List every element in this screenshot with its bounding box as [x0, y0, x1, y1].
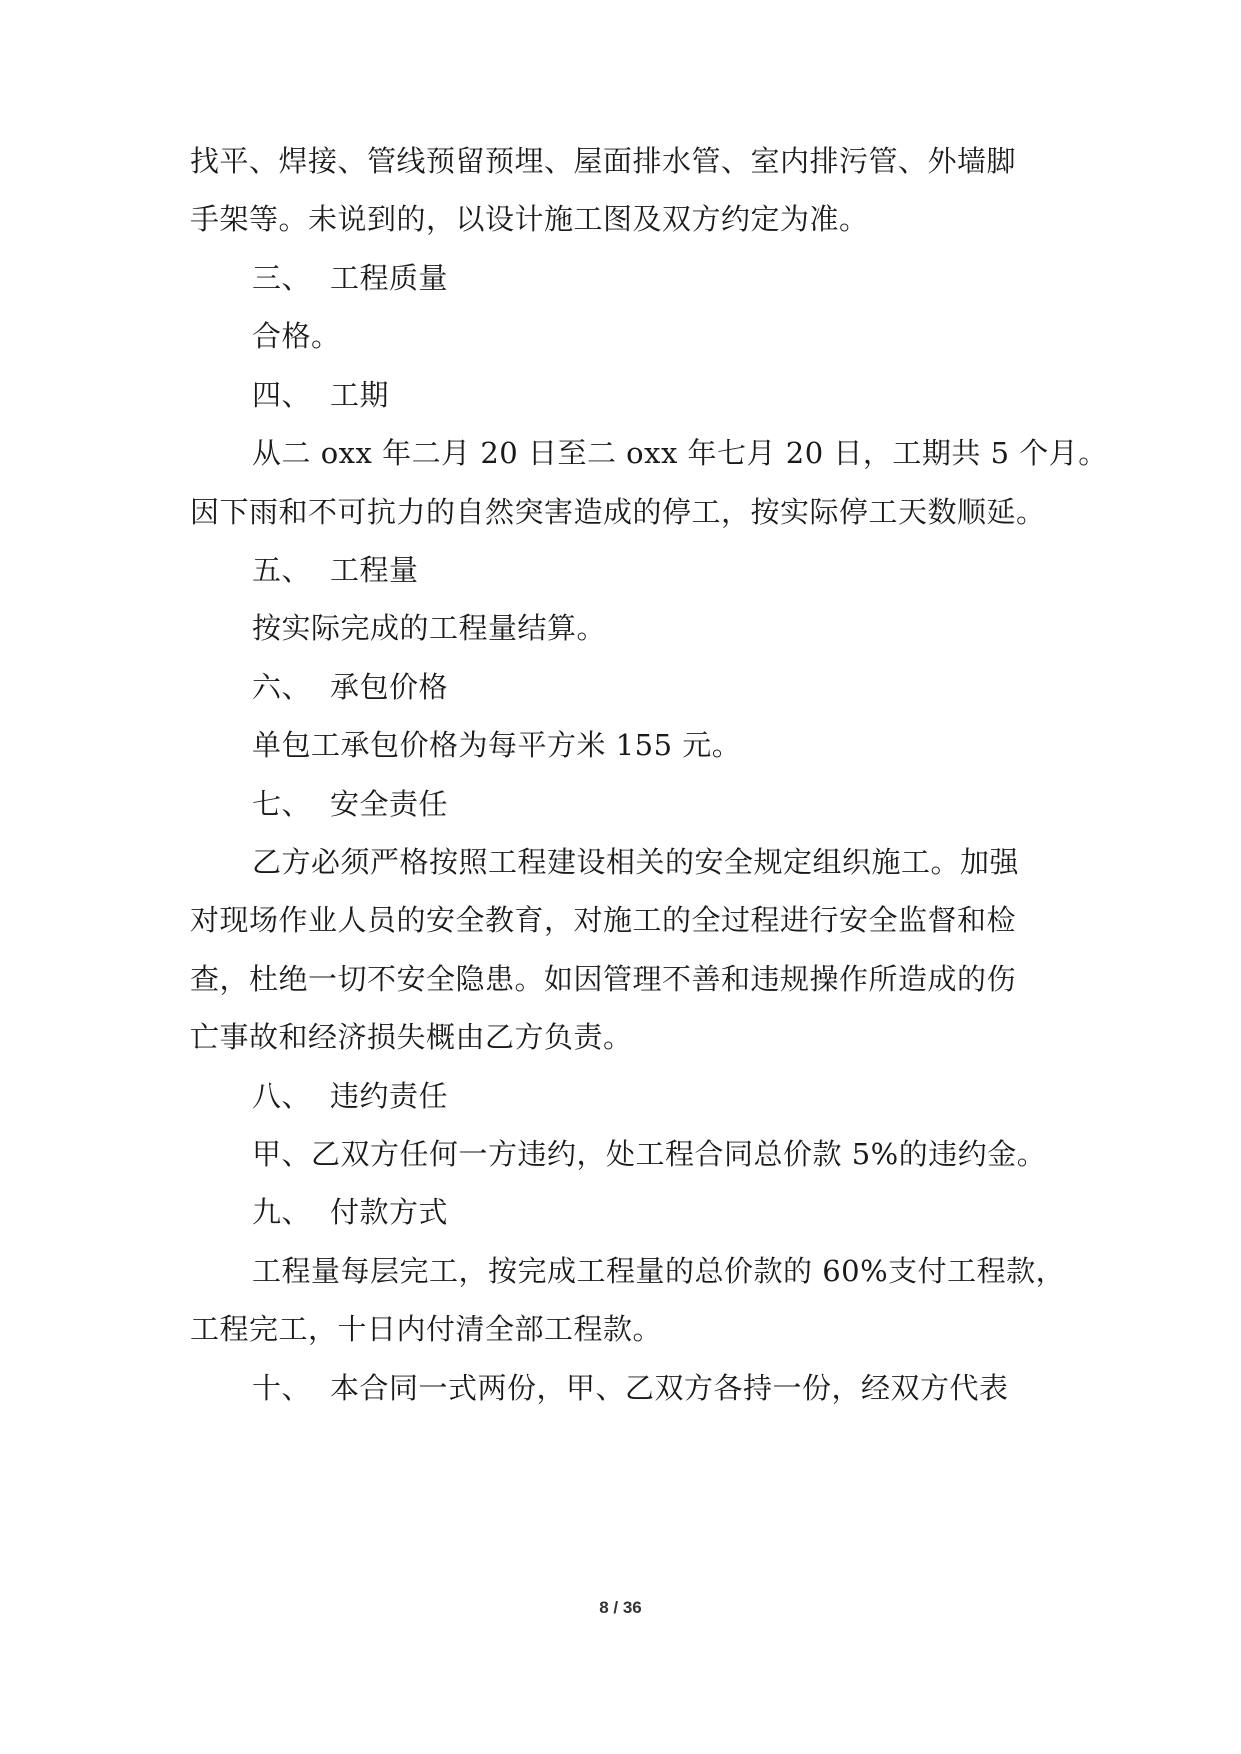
section-title: 工程质量	[330, 261, 449, 295]
section-heading	[252, 1192, 1132, 1232]
section-title: 本合同一式两份，甲、乙双方各持一份，经双方代表	[330, 1371, 1009, 1405]
section-title: 违约责任	[330, 1079, 449, 1113]
section-heading	[252, 1076, 1132, 1116]
section-number: 七、	[252, 787, 312, 821]
body-line: 按实际完成的工程量结算。	[252, 611, 607, 645]
body-line: 工程量每层完工，按完成工程量的总价款的 60%支付工程款，	[252, 1254, 1066, 1288]
section-number: 十、	[252, 1371, 312, 1405]
body-line: 找平、焊接、管线预留预埋、屋面排水管、室内排污管、外墙脚	[190, 144, 1017, 178]
body-line: 单包工承包价格为每平方米 155 元。	[252, 728, 742, 762]
section-number: 九、	[252, 1195, 312, 1229]
section-heading	[252, 1368, 1132, 1408]
body-line: 甲、乙双方任何一方违约，处工程合同总价款 5%的违约金。	[252, 1137, 1047, 1171]
section-heading	[252, 375, 1132, 415]
section-title: 工程量	[330, 553, 419, 587]
page-indicator: 8 / 36	[599, 1598, 642, 1617]
section-number: 三、	[252, 261, 312, 295]
section-title: 安全责任	[330, 787, 449, 821]
body-line: 工程完工，十日内付清全部工程款。	[190, 1312, 663, 1346]
body-line: 因下雨和不可抗力的自然突害造成的停工，按实际停工天数顺延。	[190, 495, 1046, 529]
body-line: 合格。	[252, 319, 341, 353]
section-heading	[252, 667, 1132, 707]
body-line: 从二 oxx 年二月 20 日至二 oxx 年七月 20 日，工期共 5 个月。	[252, 436, 1108, 470]
body-line: 手架等。未说到的，以设计施工图及双方约定为准。	[190, 202, 869, 236]
body-line: 查，杜绝一切不安全隐患。如因管理不善和违规操作所造成的伤	[190, 962, 1017, 996]
body-line: 乙方必须严格按照工程建设相关的安全规定组织施工。加强	[252, 845, 1020, 879]
section-number: 八、	[252, 1079, 312, 1113]
section-number: 五、	[252, 553, 312, 587]
section-heading	[252, 258, 1132, 298]
section-title: 承包价格	[330, 670, 449, 704]
section-number: 四、	[252, 378, 312, 412]
section-heading	[252, 550, 1132, 590]
section-title: 工期	[330, 378, 390, 412]
body-line: 亡事故和经济损失概由乙方负责。	[190, 1020, 633, 1054]
section-number: 六、	[252, 670, 312, 704]
body-line: 对现场作业人员的安全教育，对施工的全过程进行安全监督和检	[190, 903, 1017, 937]
section-heading	[252, 784, 1132, 824]
section-title: 付款方式	[330, 1195, 449, 1229]
